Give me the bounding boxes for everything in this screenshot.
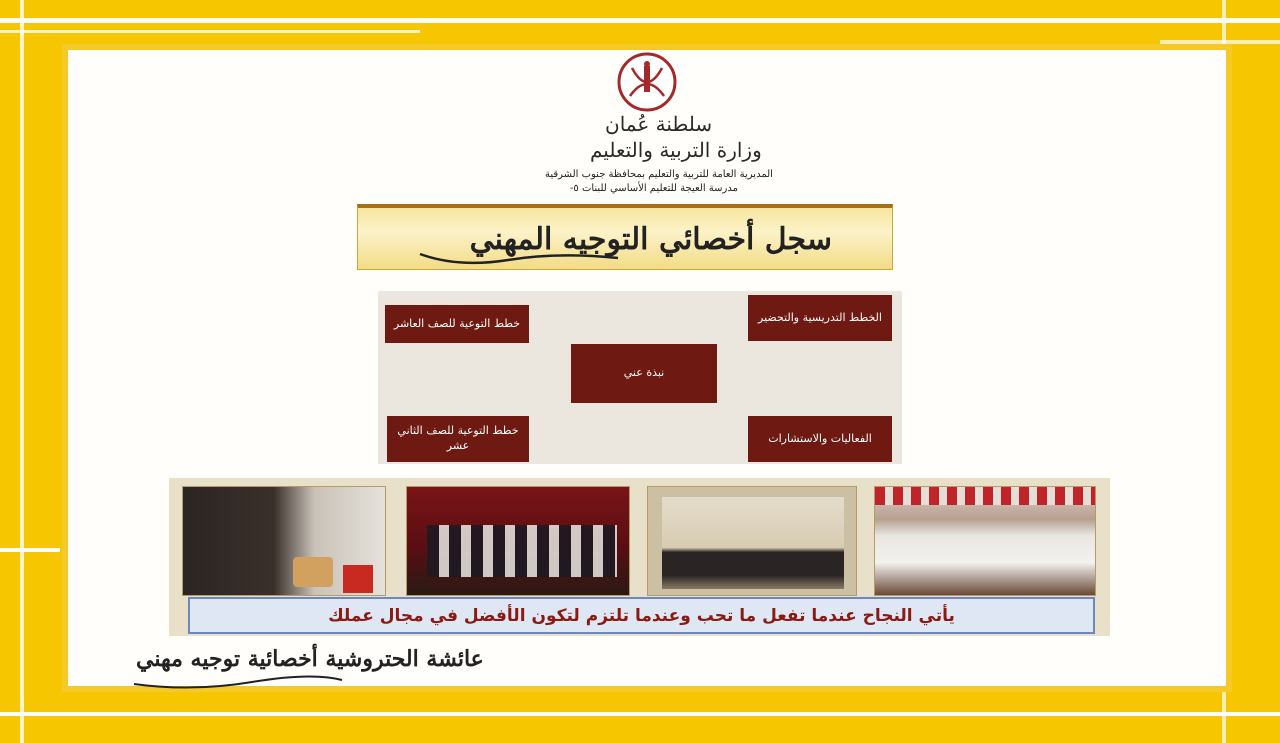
- ministry-calligraphy: وزارة التربية والتعليم: [590, 138, 762, 162]
- about-me-button[interactable]: نبذة عني: [571, 344, 717, 403]
- events-consultations-button[interactable]: الفعاليات والاستشارات: [748, 416, 892, 462]
- decor-stripe-top-2: [0, 30, 420, 33]
- motivational-quote-bar: [188, 597, 1095, 634]
- oman-emblem-icon: [612, 50, 682, 114]
- title-banner: [357, 204, 893, 270]
- school-line: مدرسة العيجة للتعليم الأساسي للبنات ٥-: [570, 183, 738, 194]
- office-photo: [647, 486, 857, 596]
- stage-group-photo: [406, 486, 630, 596]
- decor-stripe-left-2: [0, 548, 60, 552]
- author-signature: عائشة الحتروشية أخصائية توجيه مهني: [136, 646, 484, 672]
- directorate-line: المديرية العامة للتربية والتعليم بمحافظة جنوب الشرقية: [545, 169, 773, 180]
- training-plans-button[interactable]: الخطط التدريسية والتحضير: [748, 295, 892, 341]
- page-title: سجل أخصائي التوجيه المهني: [469, 222, 832, 257]
- navigation-panel: [378, 291, 902, 464]
- decor-stripe-left: [20, 0, 24, 743]
- motivational-quote: يأتي النجاح عندما تفعل ما تحب وعندما تلتزم لتكون الأفضل في مجال عملك: [328, 605, 955, 626]
- hall-audience-photo: [874, 486, 1096, 596]
- twelfth-grade-plans-button[interactable]: خطط التوعية للصف الثاني عشر: [387, 416, 529, 462]
- signature-flourish-icon: [132, 672, 352, 694]
- tenth-grade-plans-button[interactable]: خطط التوعية للصف العاشر: [385, 305, 529, 343]
- decor-stripe-bottom: [0, 712, 1280, 716]
- decor-stripe-top: [0, 18, 1280, 23]
- sultanate-calligraphy: سلطنة عُمان: [605, 112, 713, 136]
- workshop-photo: [182, 486, 386, 596]
- title-flourish-icon: [418, 246, 718, 268]
